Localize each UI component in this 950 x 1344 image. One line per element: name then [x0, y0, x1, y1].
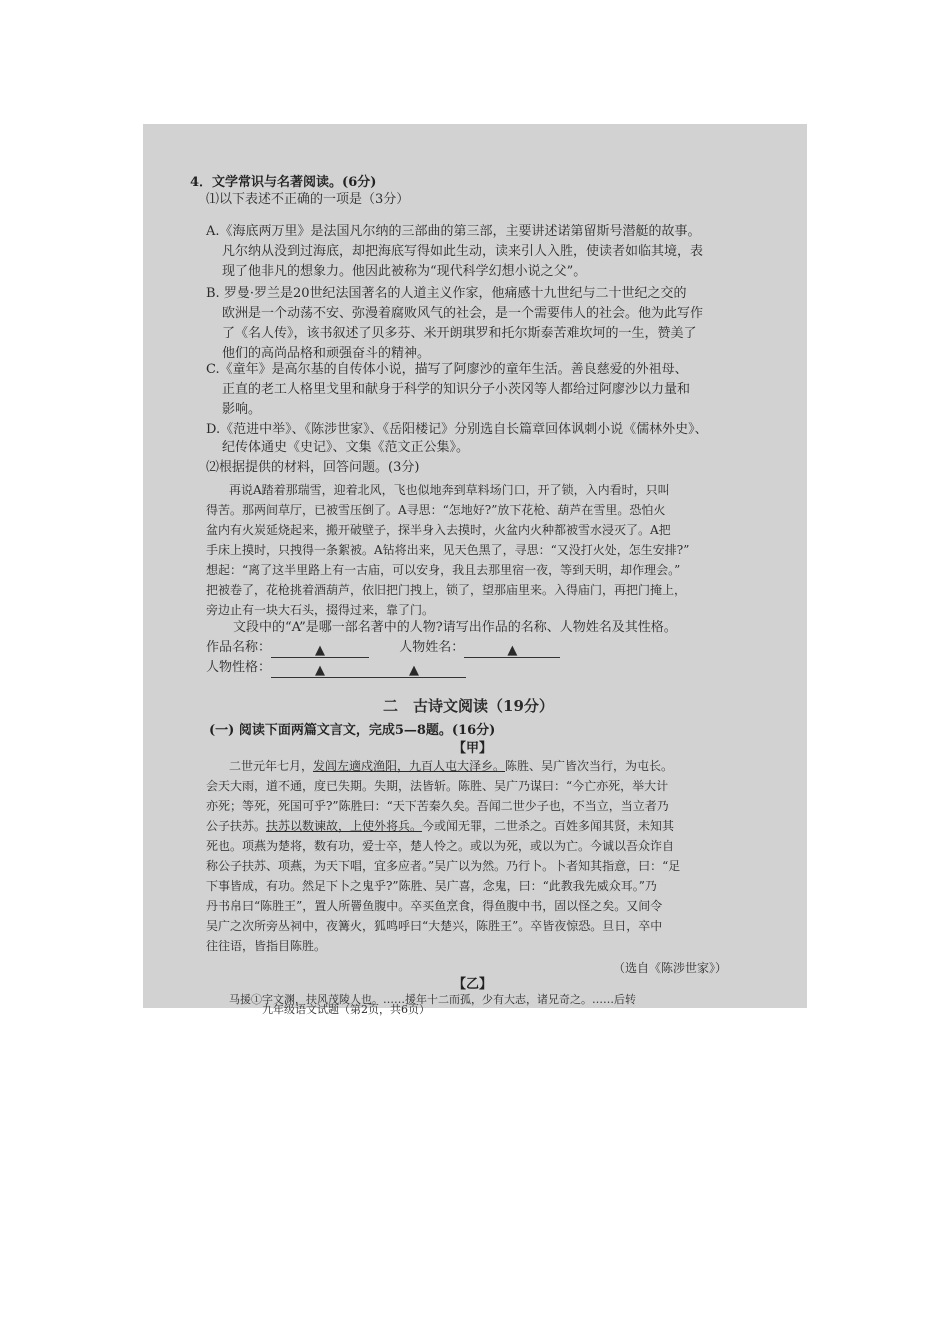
- person-name-blank[interactable]: [464, 641, 560, 658]
- work-name-row: [206, 638, 560, 658]
- jia-underlined: 发闾左適戍渔阳，九百人屯大泽乡。: [313, 759, 506, 773]
- jia-text: 今或闻无罪，二世杀之。百姓多闻其贤，未知其: [422, 819, 675, 833]
- person-name-label: 人物姓名：: [399, 640, 465, 655]
- option-b-line2: 欧洲是一个动荡不安、弥漫着腐败风气的社会，是一个需要伟人的社会。他为此写作: [222, 306, 704, 321]
- jia-line: 丹书帛曰“陈胜王”，置人所罾鱼腹中。卒买鱼烹食，得鱼腹中书，固以怪之矣。又间令: [206, 899, 663, 913]
- option-a-line1: A.《海底两万里》是法国凡尔纳的三部曲的第三部，主要讲述诺第留斯号潜艇的故事。: [206, 224, 701, 239]
- jia-line: [206, 816, 674, 836]
- yi-line: 马援①字文渊，扶风茂陵人也。……援年十二而孤，少有大志，诸兄奇之。……后转: [229, 993, 636, 1006]
- jia-line: 吴广之次所旁丛祠中，夜篝火，狐鸣呼曰“大楚兴，陈胜王”。卒皆夜惊恐。旦日，卒中: [206, 919, 663, 933]
- jia-text: 公子扶苏。: [206, 819, 267, 833]
- passage-line: 手床上摸时，只拽得一条絮被。A钻将出来，见天色黑了，寻思：“又没打火处，怎生安排?”: [206, 543, 690, 557]
- passage-line: 想起：“离了这半里路上有一古庙，可以安身，我且去那里宿一夜，等到天明，却作理会。”: [206, 563, 681, 577]
- jia-title: 【甲】: [453, 741, 493, 756]
- option-c-line3: 影响。: [222, 402, 262, 417]
- jia-line: [229, 756, 673, 776]
- trait-label: 人物性格：: [206, 660, 272, 675]
- q4-sub1: ⑴以下表述不正确的一项是（3分）: [206, 192, 410, 207]
- option-a-line3: 现了他非凡的想象力。他因此被称为“现代科学幻想小说之父”。: [222, 264, 587, 279]
- trait-row: [206, 658, 466, 678]
- jia-line: 亦死；等死，死国可乎?”陈胜曰：“天下苦秦久矣。吾闻二世少子也，不当立，当立者乃: [206, 799, 669, 813]
- marker-icon: ▲: [507, 643, 518, 658]
- passage-line: 盆内有火炭延烧起来，搬开破壁子，探半身入去摸时，火盆内火种都被雪水浸灭了。A把: [206, 523, 671, 537]
- jia-underlined: 扶苏以数谏故，上使外将兵。: [266, 819, 423, 833]
- section2-sub1: (一) 阅读下面两篇文言文，完成5—8题。(16分): [209, 723, 496, 738]
- section2-title: 二 古诗文阅读（19分）: [383, 697, 554, 715]
- jia-line: 下事皆成，有功。然足下卜之鬼乎?”陈胜、吴广喜，念鬼，曰：“此教我先威众耳。”乃: [206, 879, 657, 893]
- jia-line: 会天大雨，道不通，度已失期。失期，法皆斩。陈胜、吴广乃谋曰：“今亡亦死，举大计: [206, 779, 669, 793]
- yi-title: 【乙】: [453, 977, 493, 992]
- trait-blank[interactable]: [271, 661, 466, 678]
- jia-text: 陈胜、吴广皆次当行，为屯长。: [505, 759, 674, 773]
- q4-sub2: ⑵根据提供的材料，回答问题。(3分): [206, 460, 420, 475]
- jia-text: 二世元年七月，: [229, 759, 314, 773]
- jia-source: （选自《陈涉世家》）: [613, 961, 728, 975]
- marker-icon: ▲: [409, 663, 420, 678]
- option-c-line2: 正直的老工人格里戈里和献身于科学的知识分子小茨冈等人都给过阿廖沙以力量和: [222, 382, 691, 397]
- marker-icon: ▲: [315, 643, 326, 658]
- work-name-blank[interactable]: [271, 641, 369, 658]
- jia-line: 往往语，皆指目陈胜。: [206, 939, 327, 953]
- option-d-line1: D.《范进中举》、《陈涉世家》、《岳阳楼记》分别选自长篇章回体讽刺小说《儒林外史》、: [206, 422, 708, 437]
- q4-question: 文段中的“A”是哪一部名著中的人物?请写出作品的名称、人物姓名及其性格。: [233, 620, 677, 635]
- page-footer: 九年级语文试题（第2页，共6页）: [262, 1003, 430, 1016]
- passage-line: 再说A踏着那瑞雪，迎着北风，飞也似地奔到草料场门口，开了锁，入内看时，只叫: [229, 483, 670, 497]
- work-name-label: 作品名称：: [206, 640, 272, 655]
- option-a-line2: 凡尔纳从没到过海底，却把海底写得如此生动，读来引人入胜，使读者如临其境，表: [222, 244, 704, 259]
- jia-line: 称公子扶苏、项燕，为天下唱，宜多应者。”吴广以为然。乃行卜。卜者知其指意，曰：“足: [206, 859, 681, 873]
- marker-icon: ▲: [315, 663, 326, 678]
- passage-line: 把被卷了，花枪挑着酒葫芦，依旧把门拽上，锁了，望那庙里来。入得庙门，再把门掩上，: [206, 583, 687, 597]
- passage-line: 旁边止有一块大石头，掇得过来，靠了门。: [206, 603, 435, 617]
- option-d-line2: 纪传体通史《史记》、文集《范文正公集》。: [222, 440, 470, 455]
- exam-page: [143, 124, 807, 1008]
- passage-line: 得苦。那两间草厅，已被雪压倒了。A寻思：“怎地好?”放下花枪、葫芦在雪里。恐怕火: [206, 503, 666, 517]
- option-b-line1: B. 罗曼·罗兰是20世纪法国著名的人道主义作家，他痛感十九世纪与二十世纪之交的: [206, 286, 687, 301]
- option-b-line4: 他们的高尚品格和顽强奋斗的精神。: [222, 346, 431, 361]
- option-b-line3: 了《名人传》，该书叙述了贝多芬、米开朗琪罗和托尔斯泰苦难坎坷的一生，赞美了: [222, 326, 697, 341]
- q4-title: 4．文学常识与名著阅读。(6分): [190, 175, 377, 190]
- jia-line: 死也。项燕为楚将，数有功，爱士卒，楚人怜之。或以为死，或以为亡。今诚以吾众诈自: [206, 839, 675, 853]
- option-c-line1: C.《童年》是高尔基的自传体小说，描写了阿廖沙的童年生活。善良慈爱的外祖母、: [206, 362, 688, 377]
